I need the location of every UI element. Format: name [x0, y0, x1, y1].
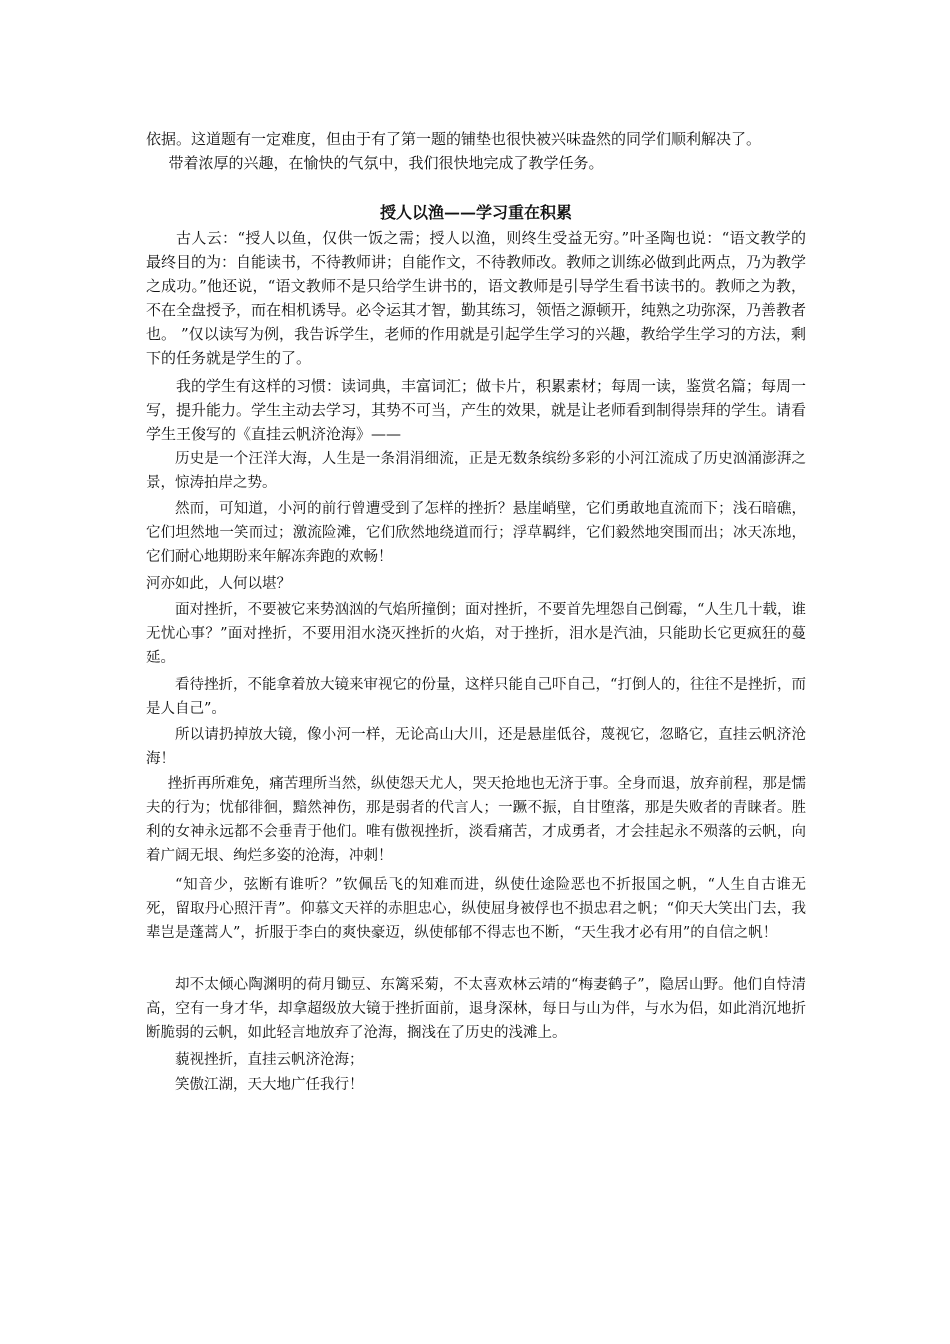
essay-paragraph-10: 藐视挫折，直挂云帆济沧海；	[175, 1052, 364, 1068]
intro-paragraph-1: 依据。这道题有一定难度，但由于有了第一题的铺垫也很快被兴味盎然的同学们顺利解决了。	[146, 130, 762, 148]
essay-paragraph-7: 挫折再所难免，痛苦理所当然，纵使怨天尤人，哭天抢地也无济于事。全身而退，放弃前程，那是懦夫的行为；忧郁徘徊，黯然神伤，那是弱者的代言人；一蹶不振，自甘堕落，那是失败者的青睐者。胜利的女神永远都不会垂青于他们。唯有傲视挫折，淡看痛苦，才成勇者，才会挂起永不殒落的云帆，向着广阔无垠、绚烂多姿的沧海，冲刺！	[146, 776, 806, 864]
essay-paragraph-8: “知音少，弦断有谁听？”钦佩岳飞的知难而进，纵使仕途险恶也不折报国之帆，“人生自古谁无死，留取丹心照汗青”。仰慕文天祥的赤胆忠心，纵使屈身被俘也不损忠君之帆；“仰天大笑出门去，我辈岂是蓬蒿人”，折服于李白的爽快豪迈，纵使郁郁不得志也不断，“天生我才必有用”的自信之帆！	[146, 877, 806, 941]
section-title: 授人以渔——学习重在积累	[379, 203, 572, 222]
essay-paragraph-1: 历史是一个汪洋大海，人生是一条涓涓细流，正是无数条缤纷多彩的小河江流成了历史汹涌澎湃之景，惊涛拍岸之势。	[146, 451, 806, 491]
essay-paragraph-2: 然而，可知道，小河的前行曾遭受到了怎样的挫折？悬崖峭壁，它们勇敢地直流而下；浅石暗礁，它们坦然地一笑而过；激流险滩，它们欣然地绕道而行；浮草羁绊，它们毅然地突围而出；冰天冻地，它们耐心地期盼来年解冻奔跑的欢畅！	[146, 501, 806, 565]
section-paragraph-2: 我的学生有这样的习惯：读词典，丰富词汇；做卡片，积累素材；每周一读，鉴赏名篇；每周一写，提升能力。学生主动去学习，其势不可当，产生的效果，就是让老师看到制得崇拜的学生。请看学生王俊写的《直挂云帆济沧海》——	[146, 377, 807, 443]
essay-paragraph-3: 河亦如此，人何以堪？	[146, 576, 291, 592]
essay-paragraph-9: 却不太倾心陶渊明的荷月锄豆、东篱采菊，不太喜欢林云靖的“梅妻鹤子”，隐居山野。他们自恃清高，空有一身才华，却拿超级放大镜于挫折面前，退身深林，每日与山为伴，与水为侣，如此消沉地折断脆弱的云帆，如此轻言地放弃了沧海，搁浅在了历史的浅滩上。	[146, 977, 806, 1041]
essay-paragraph-5: 看待挫折，不能拿着放大镜来审视它的份量，这样只能自己吓自己，“打倒人的，往往不是挫折，而是人自己”。	[146, 677, 806, 717]
essay-paragraph-11: 笑傲江湖，天大地广任我行！	[175, 1077, 364, 1093]
essay-paragraph-6: 所以请扔掉放大镜，像小河一样，无论高山大川，还是悬崖低谷，蔑视它，忽略它，直挂云帆济沧海！	[146, 727, 806, 767]
intro-paragraph-2: 带着浓厚的兴趣，在愉快的气氛中，我们很快地完成了教学任务。	[168, 154, 604, 172]
section-paragraph-1: 古人云：“授人以鱼，仅供一饭之需；授人以渔，则终生受益无穷。”叶圣陶也说：“语文教学的最终目的为：自能读书，不待教师讲；自能作文，不待教师改。教师之训练必做到此两点，乃为教学之成功。”他还说，“语文教师不是只给学生讲书的，语文教师是引导学生看书读书的。教师之为教，不在全盘授予，而在相机诱导。必令运其才智，勤其练习，领悟之源顿开，纯熟之功弥深，乃善教者也。 ”仅以读写为例，我告诉学生，老师的作用就是引起学生学习的兴趣，教给学生学习的方法，剩下的任务就是学生的了。	[146, 229, 807, 367]
essay-paragraph-4: 面对挫折，不要被它来势汹汹的气焰所撞倒；面对挫折，不要首先埋怨自己倒霉，“人生几十载，谁无忧心事？”面对挫折，不要用泪水浇灭挫折的火焰，对于挫折，泪水是汽油，只能助长它更疯狂的蔓延。	[146, 602, 806, 666]
